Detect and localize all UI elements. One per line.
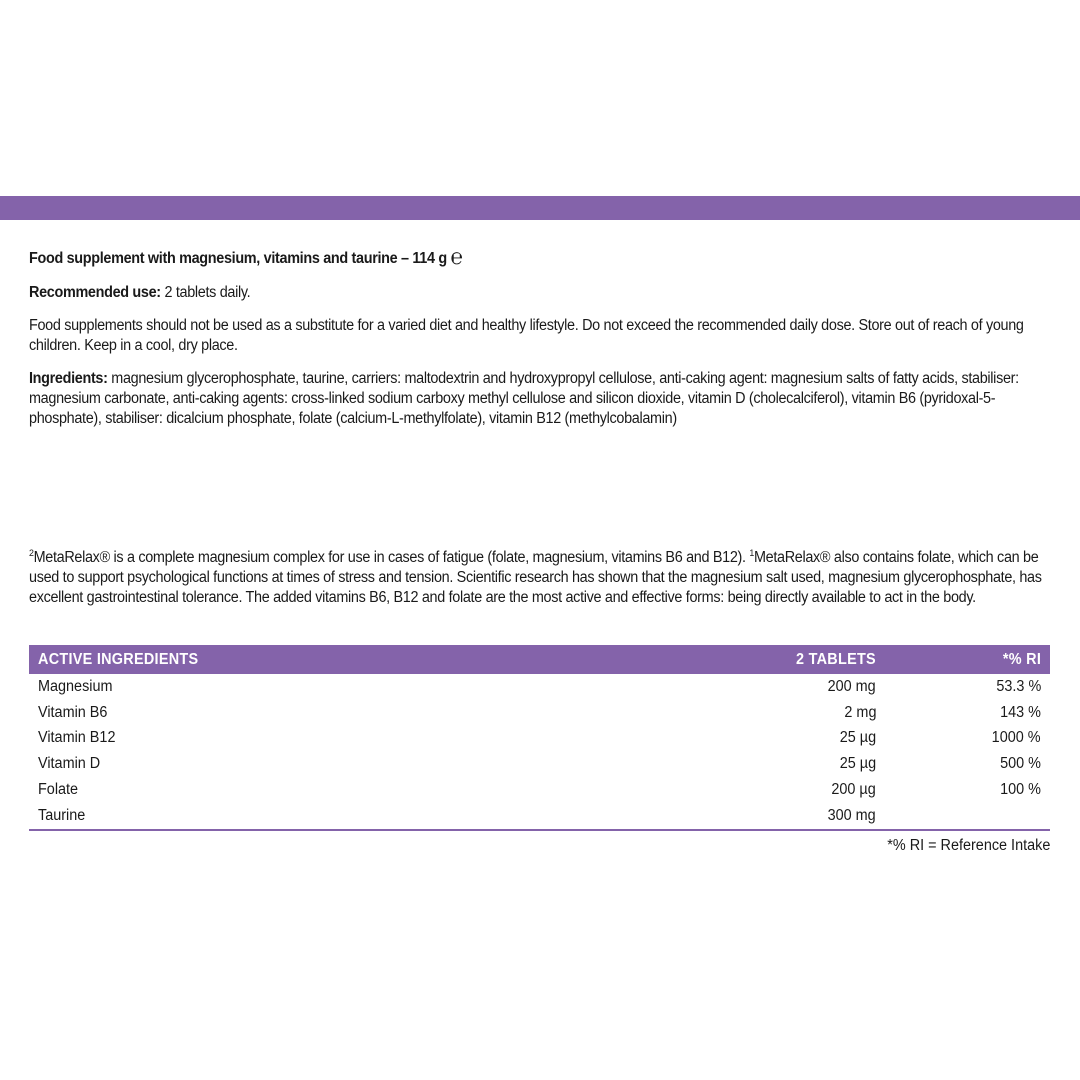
ingredients <box>29 369 1052 429</box>
table-row <box>29 674 1050 700</box>
footnote-marker-1: 1 <box>749 548 754 559</box>
description-part-2: MetaRelax® also contains folate, which can be used to support psychological functions at times of stress and tension. Scientific research has shown that the magnesium salt used, magnesium glycerophosphate, has excellent gastrointestinal tolerance. The added vitamins B6, B12 and folate are the most active and effective forms: being directly available to act in the body. <box>29 549 1042 606</box>
footnote-marker-2: 2 <box>29 548 34 559</box>
recommended-use-value: 2 tablets daily. <box>160 284 251 301</box>
table-row <box>29 777 1050 803</box>
product-description <box>29 548 1080 608</box>
table-row <box>29 726 1050 752</box>
description-text <box>29 548 1052 608</box>
ingredient-amount: 200 mg <box>827 677 876 695</box>
recommended-use-label: Recommended use: <box>29 284 161 301</box>
product-title-text: Food supplement with magnesium, vitamins and taurine – 114 g <box>29 250 447 267</box>
header-2-tablets: 2 TABLETS <box>796 650 876 668</box>
product-title <box>29 245 1052 270</box>
ingredient-ri: 143 % <box>1000 703 1041 721</box>
header-ri: *% RI <box>1002 650 1041 668</box>
ingredient-ri: 100 % <box>1000 781 1041 799</box>
table-header <box>29 645 1050 674</box>
table-row <box>29 751 1050 777</box>
ingredient-ri: 53.3 % <box>996 677 1041 695</box>
ingredient-ri <box>876 807 1041 825</box>
ingredient-amount: 300 mg <box>827 806 876 824</box>
ingredient-amount: 2 mg <box>843 703 876 721</box>
ri-footnote: *% RI = Reference Intake <box>886 836 1050 854</box>
ingredients-label: Ingredients: <box>29 370 108 387</box>
ingredient-name: Magnesium <box>38 677 113 695</box>
ingredient-name: Folate <box>38 781 79 799</box>
ingredient-ri: 1000 % <box>992 729 1041 747</box>
ingredient-amount: 25 µg <box>839 755 876 773</box>
table-body <box>29 674 1050 829</box>
description-part-1: MetaRelax® is a complete magnesium complex for use in cases of fatigue (folate, magnesium, vitamins B6 and B12). <box>33 549 750 566</box>
ingredient-name: Vitamin B6 <box>38 703 108 721</box>
ingredients-value: magnesium glycerophosphate, taurine, carriers: maltodextrin and hydroxypropyl cellulose, anti-caking agent: magnesium salts of fatty acids, stabiliser: magnesium carbonate, anti-caking agents: cross-linked sodium carboxy methyl cellulose and silicon dioxide, vitamin D (cholecalciferol), vitamin B6 (pyridoxal-5-phosphate), stabiliser: dicalcium phosphate, folate (calcium-L-methylfolate), vitamin B12 (methylcobalamin) <box>29 370 1019 427</box>
table-row <box>29 803 1050 829</box>
header-active-ingredients: ACTIVE INGREDIENTS <box>38 650 199 668</box>
estimated-sign-icon: ℮ <box>450 245 463 270</box>
ingredient-name: Vitamin B12 <box>38 729 116 747</box>
ingredient-name: Vitamin D <box>38 755 101 773</box>
active-ingredients-table <box>29 645 1050 855</box>
recommended-use <box>29 283 1052 303</box>
header-color-bar <box>0 196 1080 220</box>
warnings-text: Food supplements should not be used as a substitute for a varied diet and healthy lifestyle. Do not exceed the recommended daily dose. Store out of reach of young children. Keep in a cool, dry place. <box>29 317 1024 354</box>
ingredient-amount: 25 µg <box>839 729 876 747</box>
table-row <box>29 700 1050 726</box>
ingredient-amount: 200 µg <box>831 781 876 799</box>
ingredient-ri: 500 % <box>1000 755 1041 773</box>
table-bottom-rule <box>29 829 1050 831</box>
product-info <box>29 245 1051 429</box>
ingredient-name: Taurine <box>38 806 86 824</box>
